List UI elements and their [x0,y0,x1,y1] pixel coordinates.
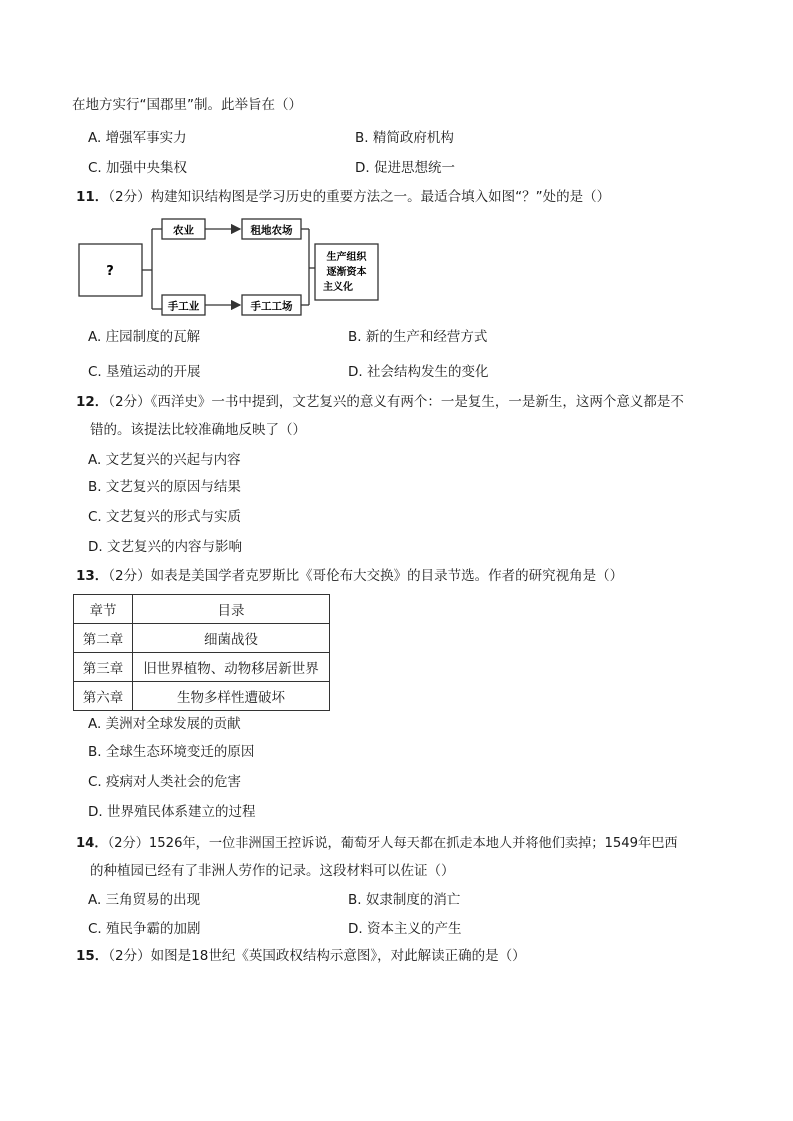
diagram-result-line-2: 逐渐资本 [326,267,367,278]
q14-option-b[interactable]: B. 奴隶制度的消亡 [348,892,461,908]
q13-option-c[interactable]: C. 疫病对人类社会的危害 [88,774,242,790]
q12-stem-line-1 [76,393,684,411]
q11-knowledge-diagram [74,212,384,322]
q13-stem [76,567,623,585]
table-cell-title: 旧世界植物、动物移居新世界 [133,653,330,682]
q11-option-d[interactable]: D. 社会结构发生的变化 [348,364,489,380]
q11-option-a[interactable]: A. 庄园制度的瓦解 [88,329,201,345]
diagram-result-line-1: 生产组织 [326,252,367,263]
q10-stem-tail: 在地方实行“国郡里”制。此举旨在（） [72,97,302,113]
diagram-workshop-label: 手工工场 [250,300,293,313]
q11-text: （2分）构建知识结构图是学习历史的重要方法之一。最适合填入如图“？”处的是（） [108,189,611,205]
table-row [74,624,330,653]
table-cell-chapter: 第六章 [74,682,133,711]
diagram-agriculture-label: 农业 [173,224,194,237]
table-header-contents: 目录 [133,595,330,624]
table-cell-title: 细菌战役 [133,624,330,653]
q13-text: （2分）如表是美国学者克罗斯比《哥伦布大交换》的目录节选。作者的研究视角是（） [108,568,624,584]
q13-number: 13． [76,568,109,584]
q13-option-b[interactable]: B. 全球生态环境变迁的原因 [88,744,255,760]
q12-stem-line-2: 错的。该提法比较准确地反映了（） [90,422,306,438]
table-row [74,682,330,711]
q11-stem [76,188,610,206]
q10-option-b[interactable]: B. 精简政府机构 [355,130,454,146]
q14-option-d[interactable]: D. 资本主义的产生 [348,921,462,937]
diagram-result-line-3: 主义化 [323,282,353,293]
q14-stem-line-1 [76,835,678,853]
diagram-unknown-label: ? [106,264,114,279]
q14-option-a[interactable]: A. 三角贸易的出现 [88,892,201,908]
q10-option-c[interactable]: C. 加强中央集权 [88,160,188,176]
q15-stem [76,947,526,965]
q12-option-b[interactable]: B. 文艺复兴的原因与结果 [88,479,241,495]
q11-option-c[interactable]: C. 垦殖运动的开展 [88,364,201,380]
q13-option-d[interactable]: D. 世界殖民体系建立的过程 [88,804,256,820]
q15-text: （2分）如图是18世纪《英国政权结构示意图》，对此解读正确的是（） [108,948,526,964]
q15-number: 15． [76,948,109,964]
q12-number: 12． [76,394,109,410]
diagram-tenant-farm-label: 租地农场 [250,224,293,237]
q12-option-a[interactable]: A. 文艺复兴的兴起与内容 [88,452,241,468]
q10-option-a[interactable]: A. 增强军事实力 [88,130,187,146]
q13-contents-table [73,594,330,711]
q12-text-1: （2分）《西洋史》一书中提到，文艺复兴的意义有两个：一是复生，一是新生，这两个意义都是不 [108,394,684,410]
q14-stem-line-2: 的种植园已经有了非洲人劳作的记录。这段材料可以佐证（） [90,863,455,879]
q14-text-1: （2分）1526年，一位非洲国王控诉说，葡萄牙人每天都在抓走本地人并将他们卖掉；1549年巴西 [107,836,678,851]
table-header-row [74,595,330,624]
q10-option-d[interactable]: D. 促进思想统一 [355,160,455,176]
q12-option-d[interactable]: D. 文艺复兴的内容与影响 [88,539,242,555]
table-cell-chapter: 第二章 [74,624,133,653]
q11-number: 11． [76,189,109,205]
diagram-handicraft-label: 手工业 [167,300,200,313]
table-cell-title: 生物多样性遭破坏 [133,682,330,711]
q13-option-a[interactable]: A. 美洲对全球发展的贡献 [88,716,241,732]
table-header-chapter: 章节 [74,595,133,624]
table-cell-chapter: 第三章 [74,653,133,682]
q12-option-c[interactable]: C. 文艺复兴的形式与实质 [88,509,242,525]
table-row [74,653,330,682]
q11-option-b[interactable]: B. 新的生产和经营方式 [348,329,488,345]
q14-option-c[interactable]: C. 殖民争霸的加剧 [88,921,201,937]
q14-number: 14． [76,836,108,851]
